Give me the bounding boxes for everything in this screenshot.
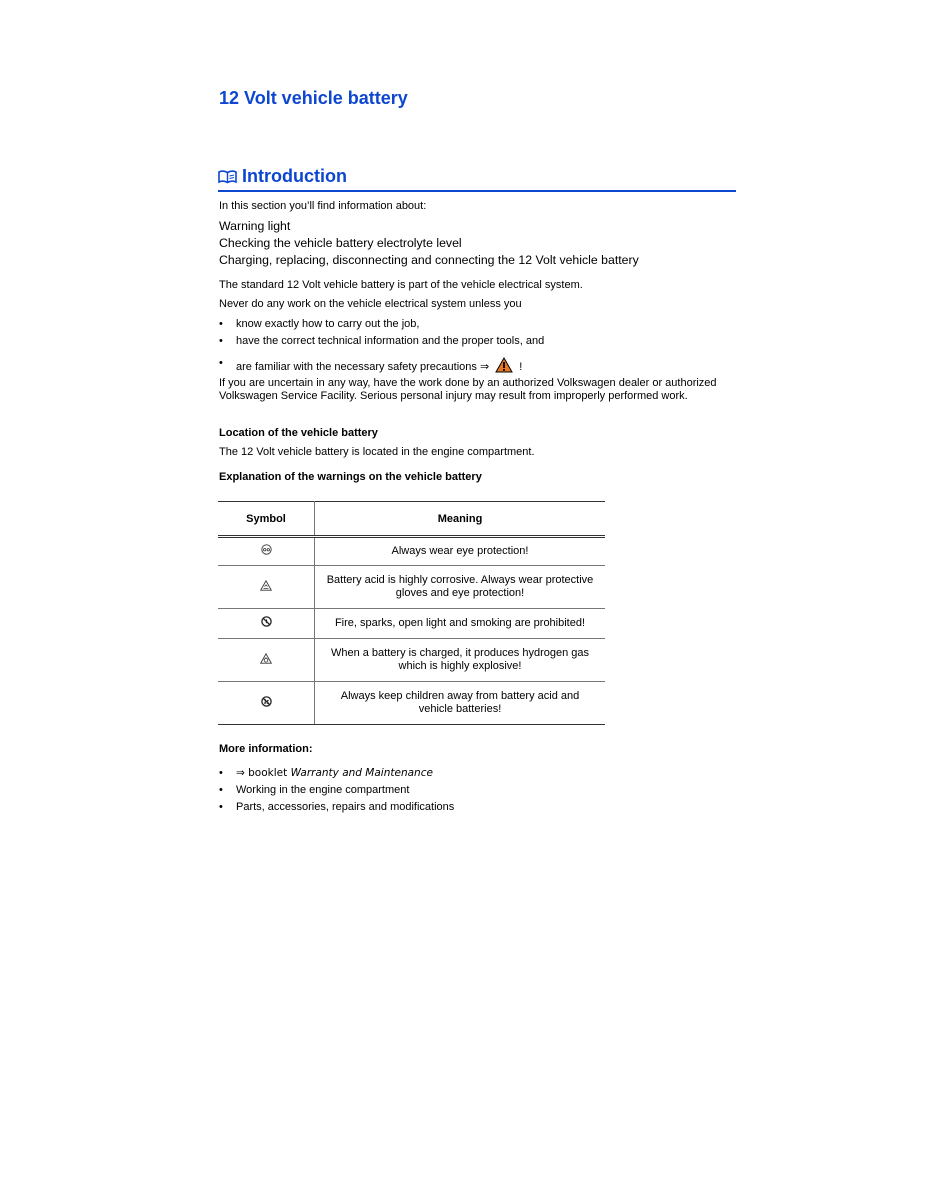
safety-precautions-text: are familiar with the necessary safety precautions ⇒: [236, 361, 490, 373]
bullet-icon: •: [219, 318, 223, 330]
topic-charging: Charging, replacing, disconnecting and connecting the 12 Volt vehicle battery: [219, 253, 639, 267]
warnings-heading: Explanation of the warnings on the vehicle battery: [219, 471, 482, 483]
table-row: [218, 639, 605, 682]
booklet-link[interactable]: [236, 767, 433, 780]
booklet-link-title: Warranty and Maintenance: [290, 767, 433, 779]
list-item-text: know exactly how to carry out the job,: [236, 318, 420, 330]
intro-paragraph-2: Never do any work on the vehicle electrical system unless you: [219, 298, 522, 310]
explosive-warning-icon: [260, 655, 272, 667]
bullet-icon: •: [219, 335, 223, 347]
intro-paragraph-3: If you are uncertain in any way, have the work done by an authorized Volkswagen dealer or authorized Volkswagen Service Facility. Serious personal injury may result from improperly performed work.: [219, 377, 717, 402]
bullet-icon: •: [219, 801, 223, 813]
symbol-cell: [218, 537, 315, 566]
intro-lead: In this section you’ll find information about:: [219, 200, 427, 212]
symbol-cell: [218, 566, 315, 609]
booklet-link-prefix: ⇒ booklet: [236, 767, 288, 779]
no-fire-icon: [261, 618, 272, 630]
meaning-line: gloves and eye protection!: [395, 587, 525, 599]
symbol-cell: [218, 609, 315, 639]
meaning-line: Always keep children away from battery acid and: [340, 690, 580, 702]
list-item-text[interactable]: Working in the engine compartment: [236, 784, 410, 796]
intro-paragraph-1: The standard 12 Volt vehicle battery is part of the vehicle electrical system.: [219, 279, 583, 291]
table-row: [218, 537, 605, 566]
introduction-header: [218, 166, 736, 192]
meaning-line: vehicle batteries!: [418, 703, 502, 715]
table-row: [218, 682, 605, 725]
meaning-cell: [315, 566, 606, 609]
meaning-cell: [315, 609, 606, 639]
book-icon: [218, 170, 237, 189]
meaning-line: Fire, sparks, open light and smoking are prohibited!: [334, 617, 586, 629]
table-row: [218, 566, 605, 609]
topic-electrolyte-level: Checking the vehicle battery electrolyte level: [219, 236, 462, 250]
meaning-cell: [315, 682, 606, 725]
no-children-icon: [261, 698, 272, 710]
meaning-line: Always wear eye protection!: [391, 545, 529, 557]
symbol-cell: [218, 639, 315, 682]
list-item-text[interactable]: Parts, accessories, repairs and modifications: [236, 801, 455, 813]
meaning-line: Battery acid is highly corrosive. Always wear protective: [326, 574, 594, 586]
warnings-table: [218, 501, 605, 725]
corrosive-warning-icon: [260, 582, 272, 594]
exclamation-text: !: [519, 361, 523, 373]
bullet-icon: •: [219, 357, 223, 369]
meaning-line: When a battery is charged, it produces hydrogen gas: [330, 647, 590, 659]
bullet-icon: •: [219, 784, 223, 796]
column-header-meaning: Meaning: [315, 502, 606, 537]
page-title: 12 Volt vehicle battery: [219, 88, 408, 108]
list-item-text: have the correct technical information and the proper tools, and: [236, 335, 545, 347]
meaning-cell: [315, 537, 606, 566]
eye-protection-icon: [261, 546, 272, 558]
location-heading: Location of the vehicle battery: [219, 427, 378, 439]
symbol-cell: [218, 682, 315, 725]
more-info-heading: More information:: [219, 743, 313, 755]
topic-warning-light: Warning light: [219, 219, 291, 233]
meaning-cell: [315, 639, 606, 682]
meaning-line: which is highly explosive!: [398, 660, 522, 672]
list-item-text-with-warning: [236, 357, 522, 377]
table-row: [218, 609, 605, 639]
warning-triangle-icon[interactable]: [495, 357, 513, 377]
table-header-row: [218, 502, 605, 537]
introduction-heading: Introduction: [242, 166, 347, 186]
bullet-icon: •: [219, 767, 223, 779]
column-header-symbol: Symbol: [218, 502, 315, 537]
location-text: The 12 Volt vehicle battery is located in the engine compartment.: [219, 446, 535, 458]
